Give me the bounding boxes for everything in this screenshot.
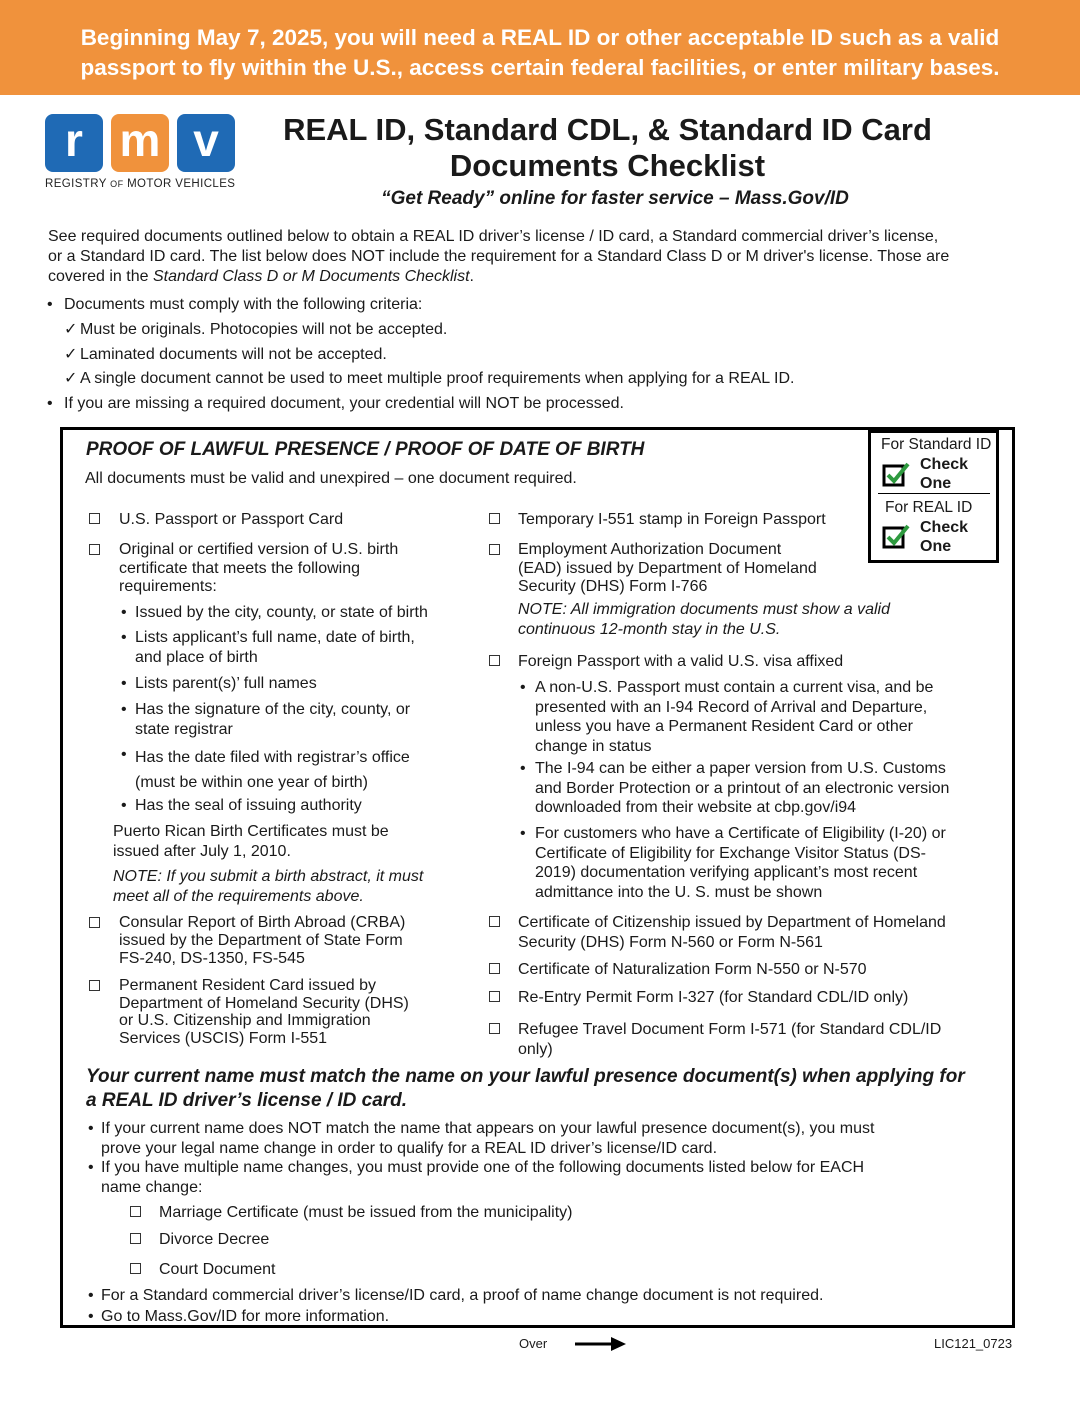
page-title-line-1: REAL ID, Standard CDL, & Standard ID Card [283, 112, 932, 147]
page-subtitle: “Get Ready” online for faster service – Mass.Gov/ID [381, 188, 849, 209]
birth-req-2: Lists applicant’s full name, date of birth, and place of birth [135, 629, 415, 666]
intro-line-2: or a Standard ID card. The list below does NOT include the requirement for a Standard Class D or M driver's license. Those are [48, 248, 950, 265]
logo-letter-r: r [45, 114, 103, 172]
name-match-heading-2: a REAL ID driver’s license / ID card. [86, 1090, 408, 1111]
bullet-icon: • [121, 797, 127, 814]
checkbox-crba[interactable] [89, 917, 100, 928]
bullet-icon: • [121, 701, 127, 718]
checkbox-naturalization[interactable] [489, 963, 500, 974]
bullet-icon: • [520, 679, 526, 696]
checkbox-foreign-passport[interactable] [489, 655, 500, 666]
real-check-label: Check One [920, 519, 969, 555]
checkbox-court-document[interactable] [130, 1263, 141, 1274]
option-ead: Employment Authorization Document (EAD) issued by Department of Homeland Security (DHS) Form I-766 [518, 541, 817, 595]
checkbox-permanent-resident-card[interactable] [89, 980, 100, 991]
immigration-note: NOTE: All immigration documents must show a valid continuous 12-month stay in the U.S. [518, 601, 890, 638]
check-one-legend [868, 430, 999, 563]
bullet-icon: • [121, 629, 127, 646]
bullet-icon: • [121, 675, 127, 692]
option-us-passport: U.S. Passport or Passport Card [119, 511, 344, 528]
green-checkmark-icon [882, 522, 912, 550]
option-birth-certificate: Original or certified version of U.S. birth certificate that meets the following requirements: [119, 541, 399, 595]
option-crba: Consular Report of Birth Abroad (CRBA) issued by the Department of State Form FS-240, DS-1350, FS-545 [119, 914, 406, 967]
logo-caption: REGISTRY OF MOTOR VEHICLES [45, 178, 236, 190]
real-id-label: For REAL ID [885, 499, 973, 516]
green-checkmark-icon [882, 460, 912, 488]
foreign-passport-detail-3: For customers who have a Certificate of Eligibility (I-20) or Certificate of Eligibility for Exchange Visitor Status (DS- 2019) documentation verifying applicant’s most recent admittance into the U. S. must be shown [535, 825, 946, 902]
puerto-rico-note: Puerto Rican Birth Certificates must be issued after July 1, 2010. [113, 823, 389, 860]
option-foreign-passport: Foreign Passport with a valid U.S. visa affixed [518, 653, 844, 670]
checkbox-birth-certificate[interactable] [89, 544, 100, 555]
section-subheading: All documents must be valid and unexpired – one document required. [85, 470, 577, 487]
birth-req-5: Has the date filed with registrar’s office (must be within one year of birth) [135, 749, 410, 791]
option-court-document: Court Document [159, 1261, 276, 1278]
criteria-check-1: Must be originals. Photocopies will not be accepted. [80, 321, 448, 338]
logo-letter-v: v [177, 114, 235, 172]
bullet-icon: • [121, 604, 127, 621]
form-code: LIC121_0723 [934, 1336, 1013, 1351]
criteria-check-3: A single document cannot be used to meet multiple proof requirements when applying for a REAL ID. [80, 370, 795, 387]
birth-req-3: Lists parent(s)’ full names [135, 675, 317, 692]
checkbox-reentry-permit[interactable] [489, 991, 500, 1002]
option-reentry-permit: Re-Entry Permit Form I-327 (for Standard CDL/ID only) [518, 989, 909, 1006]
name-change-bullet-2: If you have multiple name changes, you must provide one of the following documents listed below for EACH name change: [101, 1159, 865, 1196]
birth-req-4: Has the signature of the city, county, or state registrar [135, 701, 411, 738]
foreign-passport-detail-2: The I-94 can be either a paper version from U.S. Customs and Border Protection or a printout of an electronic version downloaded from their website at cbp.gov/i94 [535, 760, 950, 817]
over-label: Over [519, 1336, 548, 1351]
criteria-check-2: Laminated documents will not be accepted. [80, 346, 387, 363]
checkmark-icon: ✓ [64, 370, 78, 387]
birth-req-6: Has the seal of issuing authority [135, 797, 362, 814]
checkbox-ead[interactable] [489, 544, 500, 555]
option-marriage-certificate: Marriage Certificate (must be issued from the municipality) [159, 1204, 573, 1221]
checkmark-icon: ✓ [64, 321, 78, 338]
bullet-icon: • [47, 296, 53, 313]
option-refugee-travel: Refugee Travel Document Form I-571 (for Standard CDL/ID only) [518, 1021, 942, 1058]
option-temporary-i551: Temporary I-551 stamp in Foreign Passport [518, 511, 826, 528]
bullet-icon: • [47, 395, 53, 412]
bullet-icon: • [121, 746, 127, 763]
birth-abstract-note: NOTE: If you submit a birth abstract, it must meet all of the requirements above. [113, 868, 424, 905]
name-match-heading-1: Your current name must match the name on your lawful presence document(s) when applying for [86, 1066, 965, 1087]
banner-line-2: passport to fly within the U.S., access certain federal facilities, or enter military bases. [80, 55, 1000, 80]
checkbox-divorce-decree[interactable] [130, 1233, 141, 1244]
intro-line-1: See required documents outlined below to obtain a REAL ID driver’s license / ID card, a Standard commercial driver’s license, [48, 228, 939, 245]
bullet-icon: • [88, 1308, 94, 1325]
checkbox-us-passport[interactable] [89, 513, 100, 524]
option-certificate-of-citizenship: Certificate of Citizenship issued by Department of Homeland Security (DHS) Form N-560 or Form N-561 [518, 914, 946, 951]
checkbox-certificate-of-citizenship[interactable] [489, 916, 500, 927]
page-title-line-2: Documents Checklist [449, 148, 766, 183]
birth-req-1: Issued by the city, county, or state of birth [135, 604, 428, 621]
banner-line-1: Beginning May 7, 2025, you will need a REAL ID or other acceptable ID such as a valid [80, 25, 1000, 50]
name-change-bullet-4: Go to Mass.Gov/ID for more information. [101, 1308, 390, 1325]
bullet-icon: • [88, 1159, 94, 1176]
criteria-bullet-2: If you are missing a required document, your credential will NOT be processed. [64, 395, 624, 412]
option-permanent-resident-card: Permanent Resident Card issued by Department of Homeland Security (DHS) or U.S. Citizenship and Immigration Services (USCIS) Form I-551 [119, 977, 409, 1047]
logo-letter-m: m [111, 114, 169, 172]
section-heading: PROOF OF LAWFUL PRESENCE / PROOF OF DATE OF BIRTH [86, 439, 645, 460]
checkbox-refugee-travel[interactable] [489, 1023, 500, 1034]
foreign-passport-detail-1: A non-U.S. Passport must contain a current visa, and be presented with an I-94 Record of Arrival and Departure, unless you have a Permanent Resident Card or other change in status [535, 679, 934, 756]
standard-id-label: For Standard ID [881, 436, 992, 453]
intro-line-3: covered in the Standard Class D or M Documents Checklist. [48, 268, 474, 285]
name-change-bullet-3: For a Standard commercial driver’s license/ID card, a proof of name change document is not required. [101, 1287, 824, 1304]
legend-divider [878, 493, 990, 494]
checkmark-icon: ✓ [64, 346, 78, 363]
option-divorce-decree: Divorce Decree [159, 1231, 270, 1248]
checkbox-temporary-i551[interactable] [489, 513, 500, 524]
bullet-icon: • [520, 825, 526, 842]
bullet-icon: • [88, 1287, 94, 1304]
arrow-right-icon [575, 1336, 627, 1352]
standard-check-label: Check One [920, 456, 969, 492]
criteria-bullet-1: Documents must comply with the following criteria: [64, 296, 423, 313]
option-naturalization: Certificate of Naturalization Form N-550 or N-570 [518, 961, 867, 978]
bullet-icon: • [88, 1120, 94, 1137]
name-change-bullet-1: If your current name does NOT match the name that appears on your lawful presence document(s), you must prove your legal name change in order to qualify for a REAL ID driver’s license/ID card. [101, 1120, 875, 1157]
top-banner [0, 0, 1080, 95]
checkbox-marriage-certificate[interactable] [130, 1206, 141, 1217]
bullet-icon: • [520, 760, 526, 777]
